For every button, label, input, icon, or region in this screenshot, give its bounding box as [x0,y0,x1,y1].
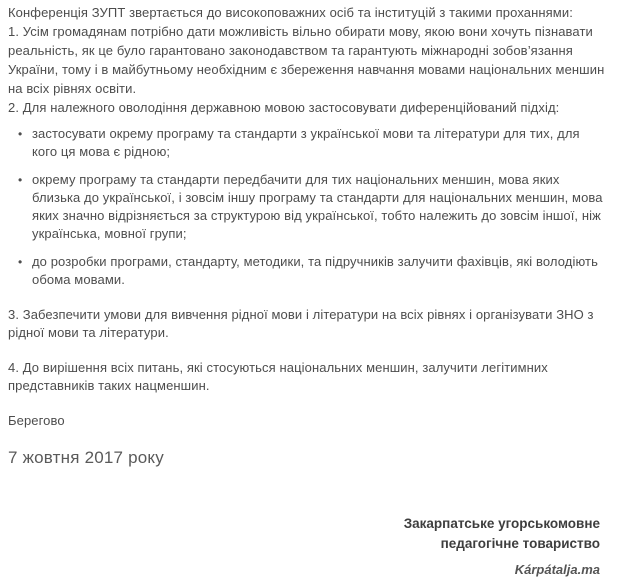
place-line: Берегово [8,413,65,428]
request-item-1: 1. Усім громадянам потрібно дати можливість вільно обирати мову, якою вони хочуть пізнавати реальність, як це було гарантовано законодавством та гарантують міжнародні зобов’язання України, тому і в майбутньому необхідним є збереження навчання мовами національних меншин на всіх рівнях освіти. [8,24,605,96]
list-item-text: окрему програму та стандарти передбачити для тих національних меншин, мова яких близька до української, і зовсім іншу програму та стандарти для національних меншин, мова яких значно відрізняється за структурою від української, тобто належить до зовсім іншої, ніж українська, мовної групи; [32,172,603,241]
request-item-2: 2. Для належного оволодіння державною мовою застосовувати диференційований підхід: [8,100,560,115]
subpoints-list [8,125,606,289]
bullet-icon: • [18,255,23,269]
list-item [18,125,606,161]
list-item-text: застосувати окрему програму та стандарти з української мови та літератури для тих, для кого ця мова є рідною; [32,126,580,159]
request-item-4: 4. До вирішення всіх питань, які стосуються національних меншин, залучити легітимних представників таких нацменшин. [8,360,548,393]
list-item [18,171,606,243]
list-item-text: до розробки програми, стандарту, методики, та підручників залучити фахівців, які володіють обома мовами. [32,254,598,287]
signature-line-1: Закарпатське угорськомовне [403,516,600,531]
bullet-icon: • [18,173,23,187]
karpatalja-watermark: Kárpátalja.ma [514,562,600,577]
signature-line-2: педагогічне товариство [440,536,600,551]
signature-block [8,514,606,554]
request-item-3: 3. Забезпечити умови для вивчення рідної мови і літератури на всіх рівнях і організувати ЗНО з рідної мови та літератури. [8,307,594,340]
intro-paragraph: Конференція ЗУПТ звертається до високоповажних осіб та інституцій з такими проханнями: [8,5,573,20]
bullet-icon: • [18,127,23,141]
list-item [18,253,606,289]
date-line: 7 жовтня 2017 року [8,448,164,467]
